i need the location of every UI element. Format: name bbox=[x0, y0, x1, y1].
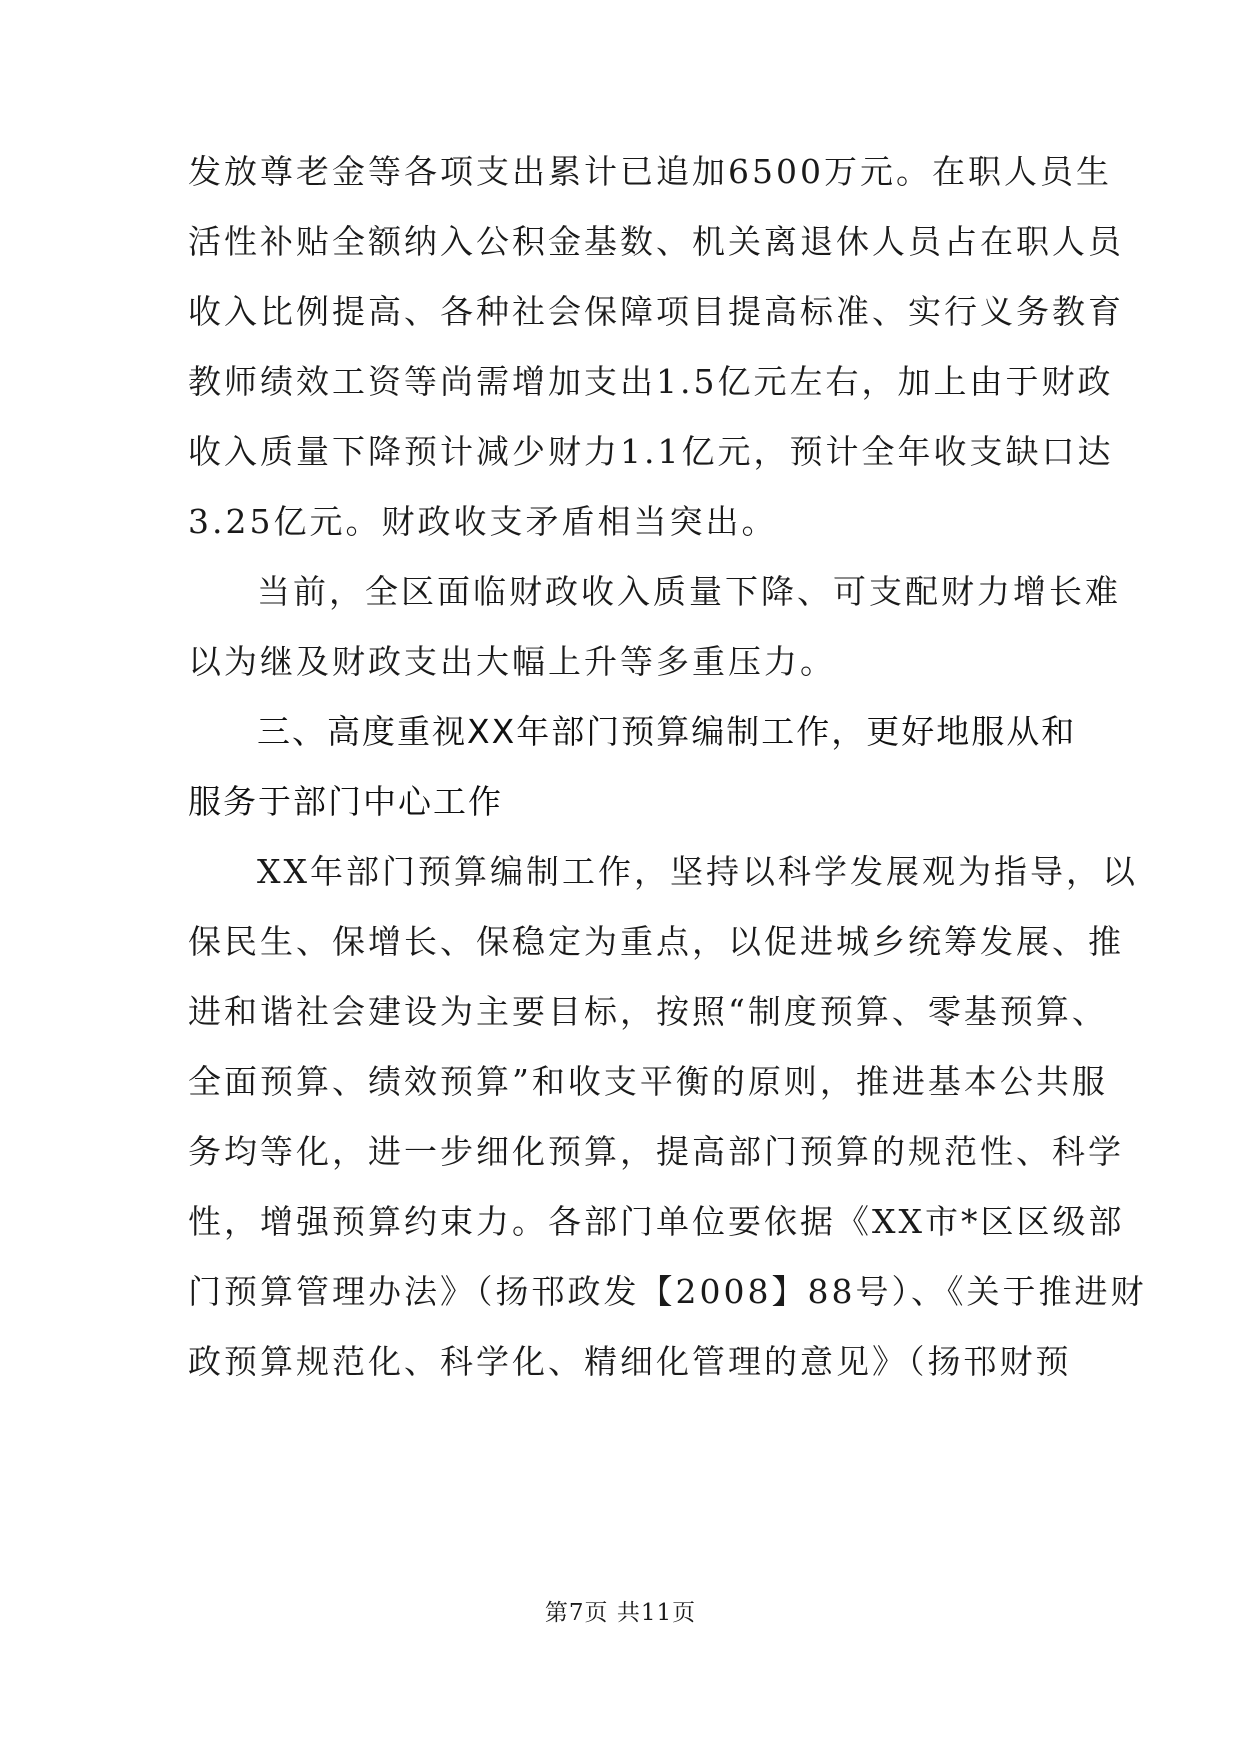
body-line: 当前，全区面临财政收入质量下降、可支配财力增长难 bbox=[257, 572, 1121, 611]
body-line: 性，增强预算约束力。各部门单位要依据《XX市*区区级部 bbox=[188, 1202, 1125, 1241]
body-line: 3.25亿元。财政收支矛盾相当突出。 bbox=[188, 502, 778, 541]
body-line: 收入比例提高、各种社会保障项目提高标准、实行义务教育 bbox=[188, 292, 1124, 331]
body-line: 门预算管理办法》（扬邗政发【2008】88号）、《关于推进财 bbox=[188, 1272, 1147, 1311]
body-line: 进和谐社会建设为主要目标，按照“制度预算、零基预算、 bbox=[188, 992, 1108, 1031]
body-line: 活性补贴全额纳入公积金基数、机关离退休人员占在职人员 bbox=[188, 222, 1124, 261]
body-line: 保民生、保增长、保稳定为重点，以促进城乡统筹发展、推 bbox=[188, 922, 1124, 961]
body-line: 务均等化，进一步细化预算，提高部门预算的规范性、科学 bbox=[188, 1132, 1124, 1171]
body-line: 收入质量下降预计减少财力1.1亿元，预计全年收支缺口达 bbox=[188, 432, 1114, 471]
section-heading: 服务于部门中心工作 bbox=[188, 782, 503, 821]
body-line: XX年部门预算编制工作，坚持以科学发展观为指导，以 bbox=[257, 852, 1138, 891]
body-line: 发放尊老金等各项支出累计已追加6500万元。在职人员生 bbox=[188, 152, 1112, 191]
body-line: 全面预算、绩效预算”和收支平衡的原则，推进基本公共服 bbox=[188, 1062, 1108, 1101]
section-heading: 三、高度重视XX年部门预算编制工作，更好地服从和 bbox=[257, 712, 1077, 751]
body-line: 教师绩效工资等尚需增加支出1.5亿元左右，加上由于财政 bbox=[188, 362, 1114, 401]
body-line: 政预算规范化、科学化、精细化管理的意见》（扬邗财预 bbox=[188, 1342, 1072, 1381]
body-line: 以为继及财政支出大幅上升等多重压力。 bbox=[188, 642, 836, 681]
page-footer: 第7页 共11页 bbox=[544, 1600, 697, 1626]
